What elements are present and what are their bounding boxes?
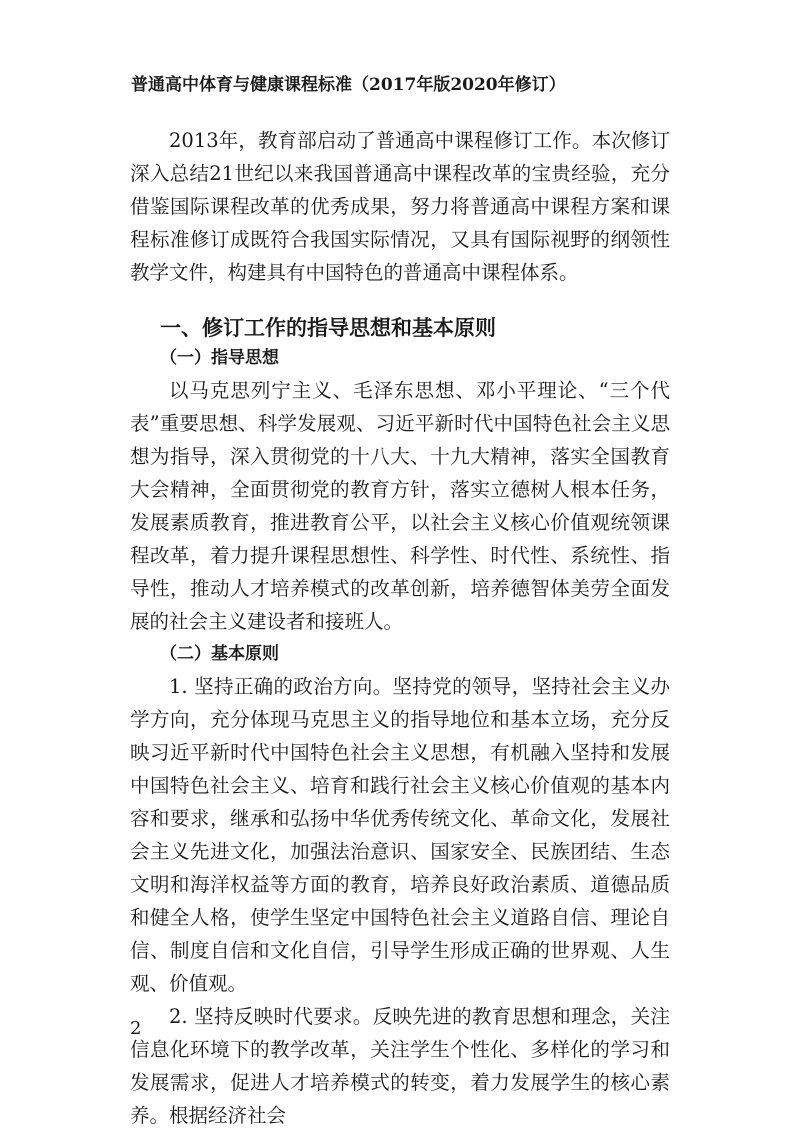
principle-1-paragraph: 1. 坚持正确的政治方向。坚持党的领导，坚持社会主义办学方向，充分体现马克思主义的指导地位和基本立场，充分反映习近平新时代中国特色社会主义思想，有机融入坚持和发展中国特色社会主义、培育和践行社会主义核心价值观的基本内容和要求，继承和弘扬中华优秀传统文化、革命文化，发展社会主义先进文化，加强法治意识、国家安全、民族团结、生态文明和海洋权益等方面的教育，培养良好政治素质、道德品质和健全人格，使学生坚定中国特色社会主义道路自信、理论自信、制度自信和文化自信，引导学生形成正确的世界观、人生观、价值观。	[130, 675, 670, 995]
section-guiding-principles	[130, 314, 670, 1132]
guiding-thought-paragraph: 以马克思列宁主义、毛泽东思想、邓小平理论、“三个代表”重要思想、科学发展观、习近平新时代中国特色社会主义思想为指导，深入贯彻党的十八大、十九大精神，落实全国教育大会精神，全面贯彻党的教育方针，落实立德树人根本任务，发展素质教育，推进教育公平，以社会主义核心价值观统领课程改革，着力提升课程思想性、科学性、时代性、系统性、指导性，推动人才培养模式的改革创新，培养德智体美劳全面发展的社会主义建设者和接班人。	[130, 379, 670, 633]
running-header: 普通高中体育与健康课程标准（2017年版2020年修订）	[131, 75, 566, 95]
page-number: 2	[130, 1018, 142, 1039]
subsection-heading-guiding-thought: （一）指导思想	[160, 348, 279, 368]
principle-2-paragraph: 2. 坚持反映时代要求。反映先进的教育思想和理念，关注信息化环境下的教学改革，关注学生个性化、多样化的学习和发展需求，促进人才培养模式的转变，着力发展学生的核心素养。根据经济社会	[130, 1005, 670, 1127]
intro-block	[130, 124, 670, 289]
intro-paragraph: 2013年，教育部启动了普通高中课程修订工作。本次修订深入总结21世纪以来我国普通高中课程改革的宝贵经验，充分借鉴国际课程改革的优秀成果，努力将普通高中课程方案和课程标准修订成既符合我国实际情况，又具有国际视野的纲领性教学文件，构建具有中国特色的普通高中课程体系。	[130, 129, 670, 284]
subsection-heading-basic-principles: （二）基本原则	[160, 644, 279, 664]
section-heading: 一、修订工作的指导思想和基本原则	[160, 316, 496, 340]
